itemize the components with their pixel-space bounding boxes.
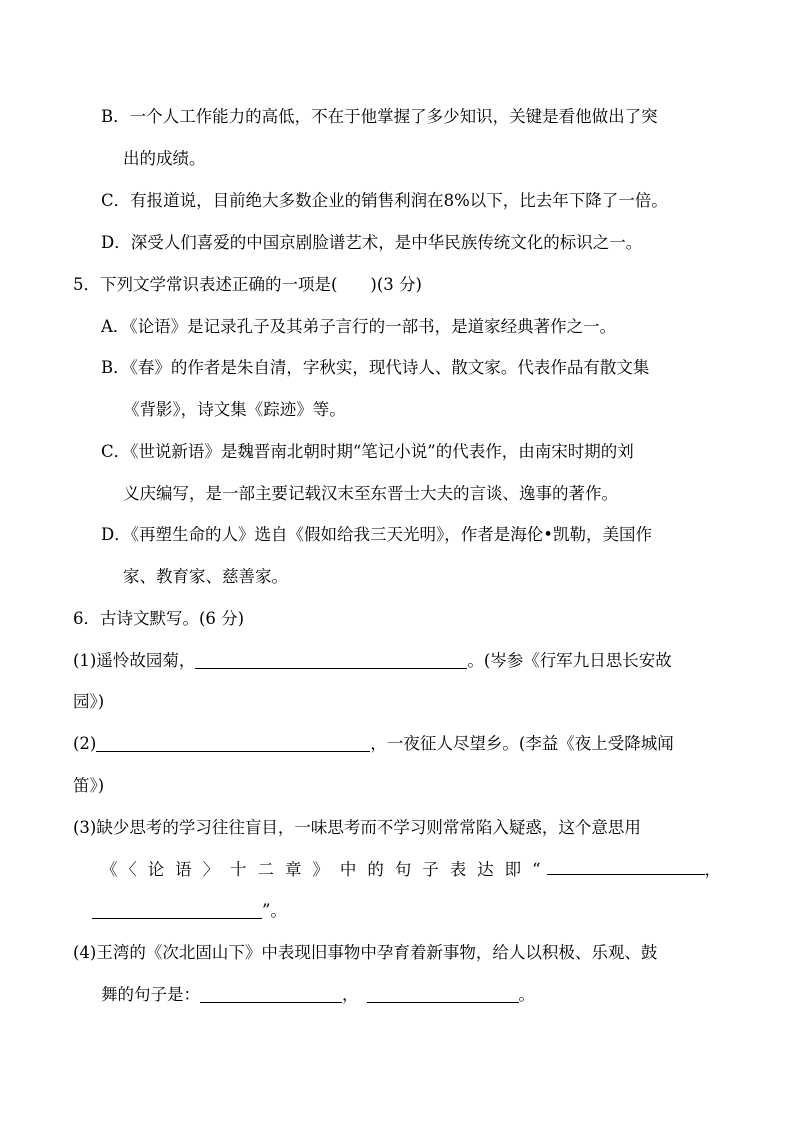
q5-option-d-line1: D．《再塑生命的人》选自《假如给我三天光明》，作者是海伦•凯勒，美国作 — [101, 525, 652, 544]
q5-option-a: A．《论语》是记录孔子及其弟子言行的一部书，是道家经典著作之一。 — [101, 317, 617, 336]
q6-item1-blank[interactable] — [195, 652, 467, 669]
q6-item3-line1: (3)缺少思考的学习往往盲目，一味思考而不学习则常常陷入疑惑，这个意思用 — [73, 818, 641, 837]
q5-option-b-line2: 《背影》，诗文集《踪迹》等。 — [123, 400, 346, 419]
q4-option-d: D．深受人们喜爱的中国京剧脸谱艺术，是中华民族传统文化的标识之一。 — [101, 233, 643, 252]
q6-item4-prefix: 舞的句子是： — [101, 985, 200, 1004]
q6-item4-period: 。 — [518, 985, 535, 1004]
q6-stem: 6．古诗文默写。(6 分) — [73, 609, 245, 628]
q6-item3-comma: ， — [704, 860, 721, 879]
q6-item2-suffix: ，一夜征人尽望乡。(李益《夜上受降城闻 — [370, 734, 674, 753]
q6-item4-comma: ， — [342, 985, 359, 1004]
q6-item3-line3 — [92, 900, 287, 922]
q6-item2-blank[interactable] — [96, 735, 370, 752]
q4-option-b-line1: B．一个人工作能力的高低，不在于他掌握了多少知识，关键是看他做出了突 — [101, 107, 658, 126]
q6-item3-blank2[interactable] — [92, 902, 262, 919]
q6-item1-line1 — [73, 650, 672, 672]
q5-option-c-line1: C．《世说新语》是魏晋南北朝时期“笔记小说”的代表作，由南宋时期的刘 — [101, 442, 634, 461]
q5-option-d-line2: 家、教育家、慈善家。 — [123, 567, 288, 586]
q4-option-b-line2: 出的成绩。 — [123, 149, 206, 168]
q6-item4-blank1[interactable] — [200, 986, 342, 1003]
q6-item4-line2 — [101, 984, 535, 1006]
q6-item1-line2: 园》) — [73, 692, 105, 711]
q6-item1-suffix: 。(岑参《行军九日思长安故 — [467, 651, 672, 670]
q5-option-b-line1: B．《春》的作者是朱自清，字秋实，现代诗人、散文家。代表作品有散文集 — [101, 358, 650, 377]
q6-item3-line2-text: 《〈论语〉十二章》中的句子表达即“ — [101, 860, 541, 879]
q6-item4-line1: (4)王湾的《次北固山下》中表现旧事物中孕育着新事物，给人以积极、乐观、鼓 — [73, 943, 658, 962]
q5-stem: 5．下列文学常识表述正确的一项是( )(3 分) — [73, 275, 422, 294]
q4-option-c: C．有报道说，目前绝大多数企业的销售利润在8%以下，比去年下降了一倍。 — [101, 191, 668, 210]
q6-item4-blank2[interactable] — [367, 986, 519, 1003]
q6-item2-line1 — [73, 733, 674, 755]
q6-item3-line2 — [101, 858, 721, 881]
q6-item2-line2: 笛》) — [73, 776, 105, 795]
q6-item3-closing: ”。 — [262, 901, 287, 920]
q6-item3-blank1[interactable] — [547, 858, 705, 875]
q6-item1-prefix: (1)遥怜故园菊， — [73, 651, 196, 670]
q5-option-c-line2: 义庆编写，是一部主要记载汉末至东晋士大夫的言谈、逸事的著作。 — [123, 484, 618, 503]
q6-item2-prefix: (2) — [73, 734, 97, 753]
